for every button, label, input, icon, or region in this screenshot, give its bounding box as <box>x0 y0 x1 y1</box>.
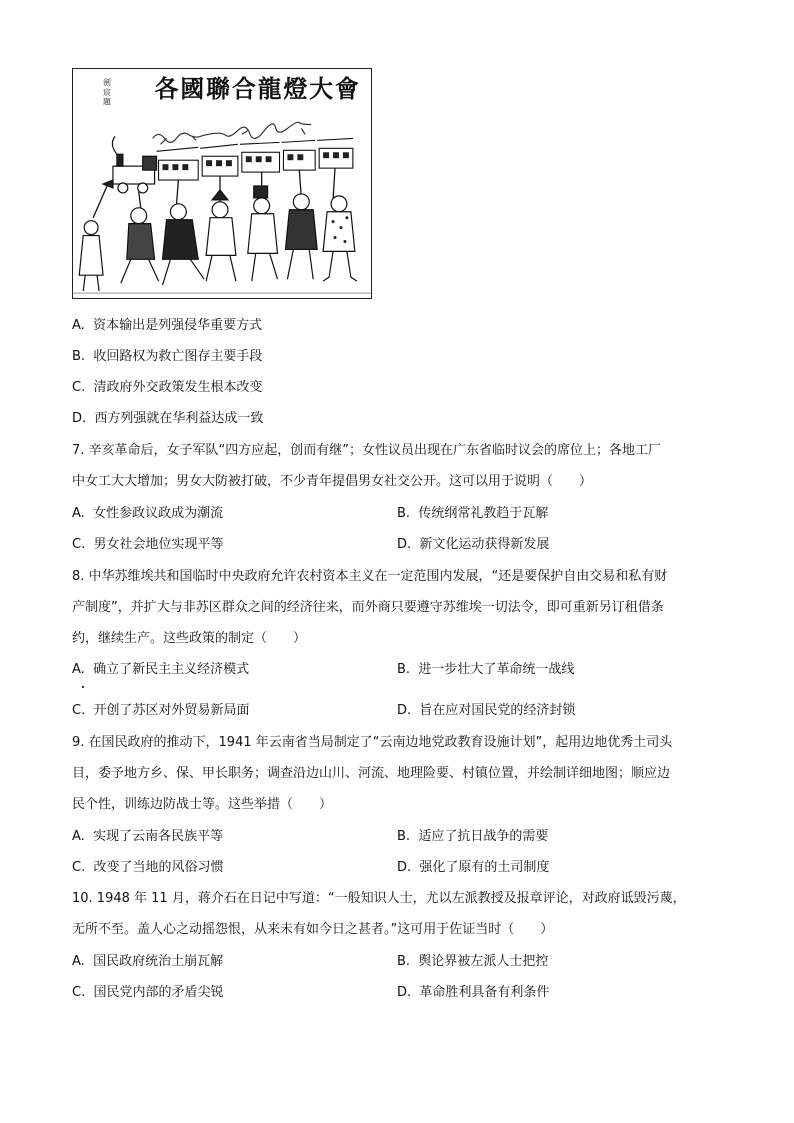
option-text: 西方列强就在华利益达成一致 <box>94 411 264 426</box>
caricature-figures <box>79 186 357 291</box>
option-letter: C. <box>72 985 86 1000</box>
option-text: 清政府外交政策发生根本改变 <box>93 380 263 395</box>
option-letter: C. <box>72 537 86 552</box>
svg-text:題: 題 <box>103 97 111 107</box>
option-text: 新文化运动获得新发展 <box>419 537 550 552</box>
q9-stem-line1: 9. 在国民政府的推动下，1941 年云南省当局制定了“云南边地党政教育设施计划”，起用边地优秀土司头 <box>72 735 673 750</box>
option-letter: C. <box>72 860 86 875</box>
q9-stem-line3: 民个性，训练边防战士等。这些举措（ ） <box>72 797 333 812</box>
q6-option-d <box>72 410 263 428</box>
option-text: 国民党内部的矛盾尖锐 <box>93 985 224 1000</box>
q9-option-c <box>72 859 224 877</box>
q8-option-a <box>72 661 249 679</box>
q10-option-c <box>72 984 224 1002</box>
option-text: 传统纲常礼教趋于瓦解 <box>418 506 549 521</box>
cartoon-image <box>72 68 372 299</box>
cartoon-title: 各國聯合龍燈大會 <box>154 74 361 103</box>
q10-option-d <box>397 984 549 1002</box>
option-text: 资本输出是列强侵华重要方式 <box>93 318 263 333</box>
q10-option-b <box>397 953 548 971</box>
stray-mark <box>82 686 84 688</box>
q9-option-b <box>397 828 548 846</box>
q8-stem-line3: 约，继续生产。这些政策的制定（ ） <box>72 631 307 646</box>
option-letter: D. <box>397 985 412 1000</box>
q6-option-a <box>72 317 262 335</box>
option-letter: C. <box>72 380 86 395</box>
option-text: 强化了原有的土司制度 <box>419 860 550 875</box>
option-letter: B. <box>397 506 411 521</box>
locomotive-icon <box>103 136 157 193</box>
option-letter: A. <box>72 829 85 844</box>
q9-option-d <box>397 859 549 877</box>
option-letter: B. <box>72 349 86 364</box>
option-text: 确立了新民主主义经济模式 <box>93 662 250 677</box>
option-text: 改变了当地的风俗习惯 <box>93 860 224 875</box>
option-letter: B. <box>397 829 411 844</box>
option-letter: A. <box>72 662 85 677</box>
option-letter: C. <box>72 703 86 718</box>
option-letter: D. <box>397 703 412 718</box>
option-letter: A. <box>72 954 85 969</box>
q10-stem-line1: 10. 1948 年 11 月，蒋介石在日记中写道：“一般知识人士，尤以左派教授及报章评论，对政府诋毁污蔑， <box>72 891 686 906</box>
cartoon-signature <box>103 77 112 107</box>
q6-option-b <box>72 348 262 366</box>
option-letter: D. <box>397 537 412 552</box>
q8-stem-line2: 产制度”，并扩大与非苏区群众之间的经济往来，而外商只要遵守苏维埃一切法令，即可重新另订租借条 <box>72 600 664 615</box>
q6-option-c <box>72 379 263 397</box>
q7-option-b <box>397 505 548 523</box>
q9-option-a <box>72 828 223 846</box>
q10-stem-line2: 无所不至。盖人心之动摇怨恨，从来未有如今日之甚者。”这可用于佐证当时（ ） <box>72 922 554 937</box>
q10-option-a <box>72 953 223 971</box>
option-letter: A. <box>72 506 85 521</box>
train-cars <box>157 138 353 180</box>
q7-option-c <box>72 536 224 554</box>
option-text: 舆论界被左派人士把控 <box>418 954 549 969</box>
option-text: 革命胜利具备有利条件 <box>419 985 550 1000</box>
option-letter: D. <box>72 411 87 426</box>
svg-text:劍: 劍 <box>103 77 111 87</box>
option-letter: D. <box>397 860 412 875</box>
option-letter: A. <box>72 318 85 333</box>
q7-option-a <box>72 505 223 523</box>
q7-stem-line1: 7. 辛亥革命后，女子军队“四方应起，创而有继”；女性议员出现在广东省临时议会的席位上；各地工厂 <box>72 443 662 458</box>
q7-stem-line2: 中女工大大增加；男女大防被打破，不少青年提倡男女社交公开。这可以用于说明（ ） <box>72 474 593 489</box>
option-text: 适应了抗日战争的需要 <box>418 829 549 844</box>
option-text: 男女社会地位实现平等 <box>93 537 224 552</box>
option-text: 实现了云南各民族平等 <box>93 829 224 844</box>
q8-stem-line1: 8. 中华苏维埃共和国临时中央政府允许农村资本主义在一定范围内发展，“还是要保护自由交易和私有财 <box>72 569 668 584</box>
q8-option-c <box>72 702 250 720</box>
option-text: 女性参政议政成为潮流 <box>93 506 224 521</box>
svg-text:宸: 宸 <box>103 87 111 97</box>
option-text: 开创了苏区对外贸易新局面 <box>93 703 250 718</box>
option-text: 进一步壮大了革命统一战线 <box>418 662 575 677</box>
option-text: 收回路权为救亡图存主要手段 <box>93 349 263 364</box>
option-text: 国民政府统治土崩瓦解 <box>93 954 224 969</box>
option-letter: B. <box>397 662 411 677</box>
option-letter: B. <box>397 954 411 969</box>
option-text: 旨在应对国民党的经济封锁 <box>419 703 576 718</box>
q8-option-d <box>397 702 575 720</box>
q7-option-d <box>397 536 549 554</box>
q8-option-b <box>397 661 574 679</box>
cartoon-banner-scrawl <box>153 122 312 144</box>
q9-stem-line2: 目，委予地方乡、保、甲长职务；调查沿边山川、河流、地理险要、村镇位置，并绘制详细地图；顺应边 <box>72 766 671 781</box>
